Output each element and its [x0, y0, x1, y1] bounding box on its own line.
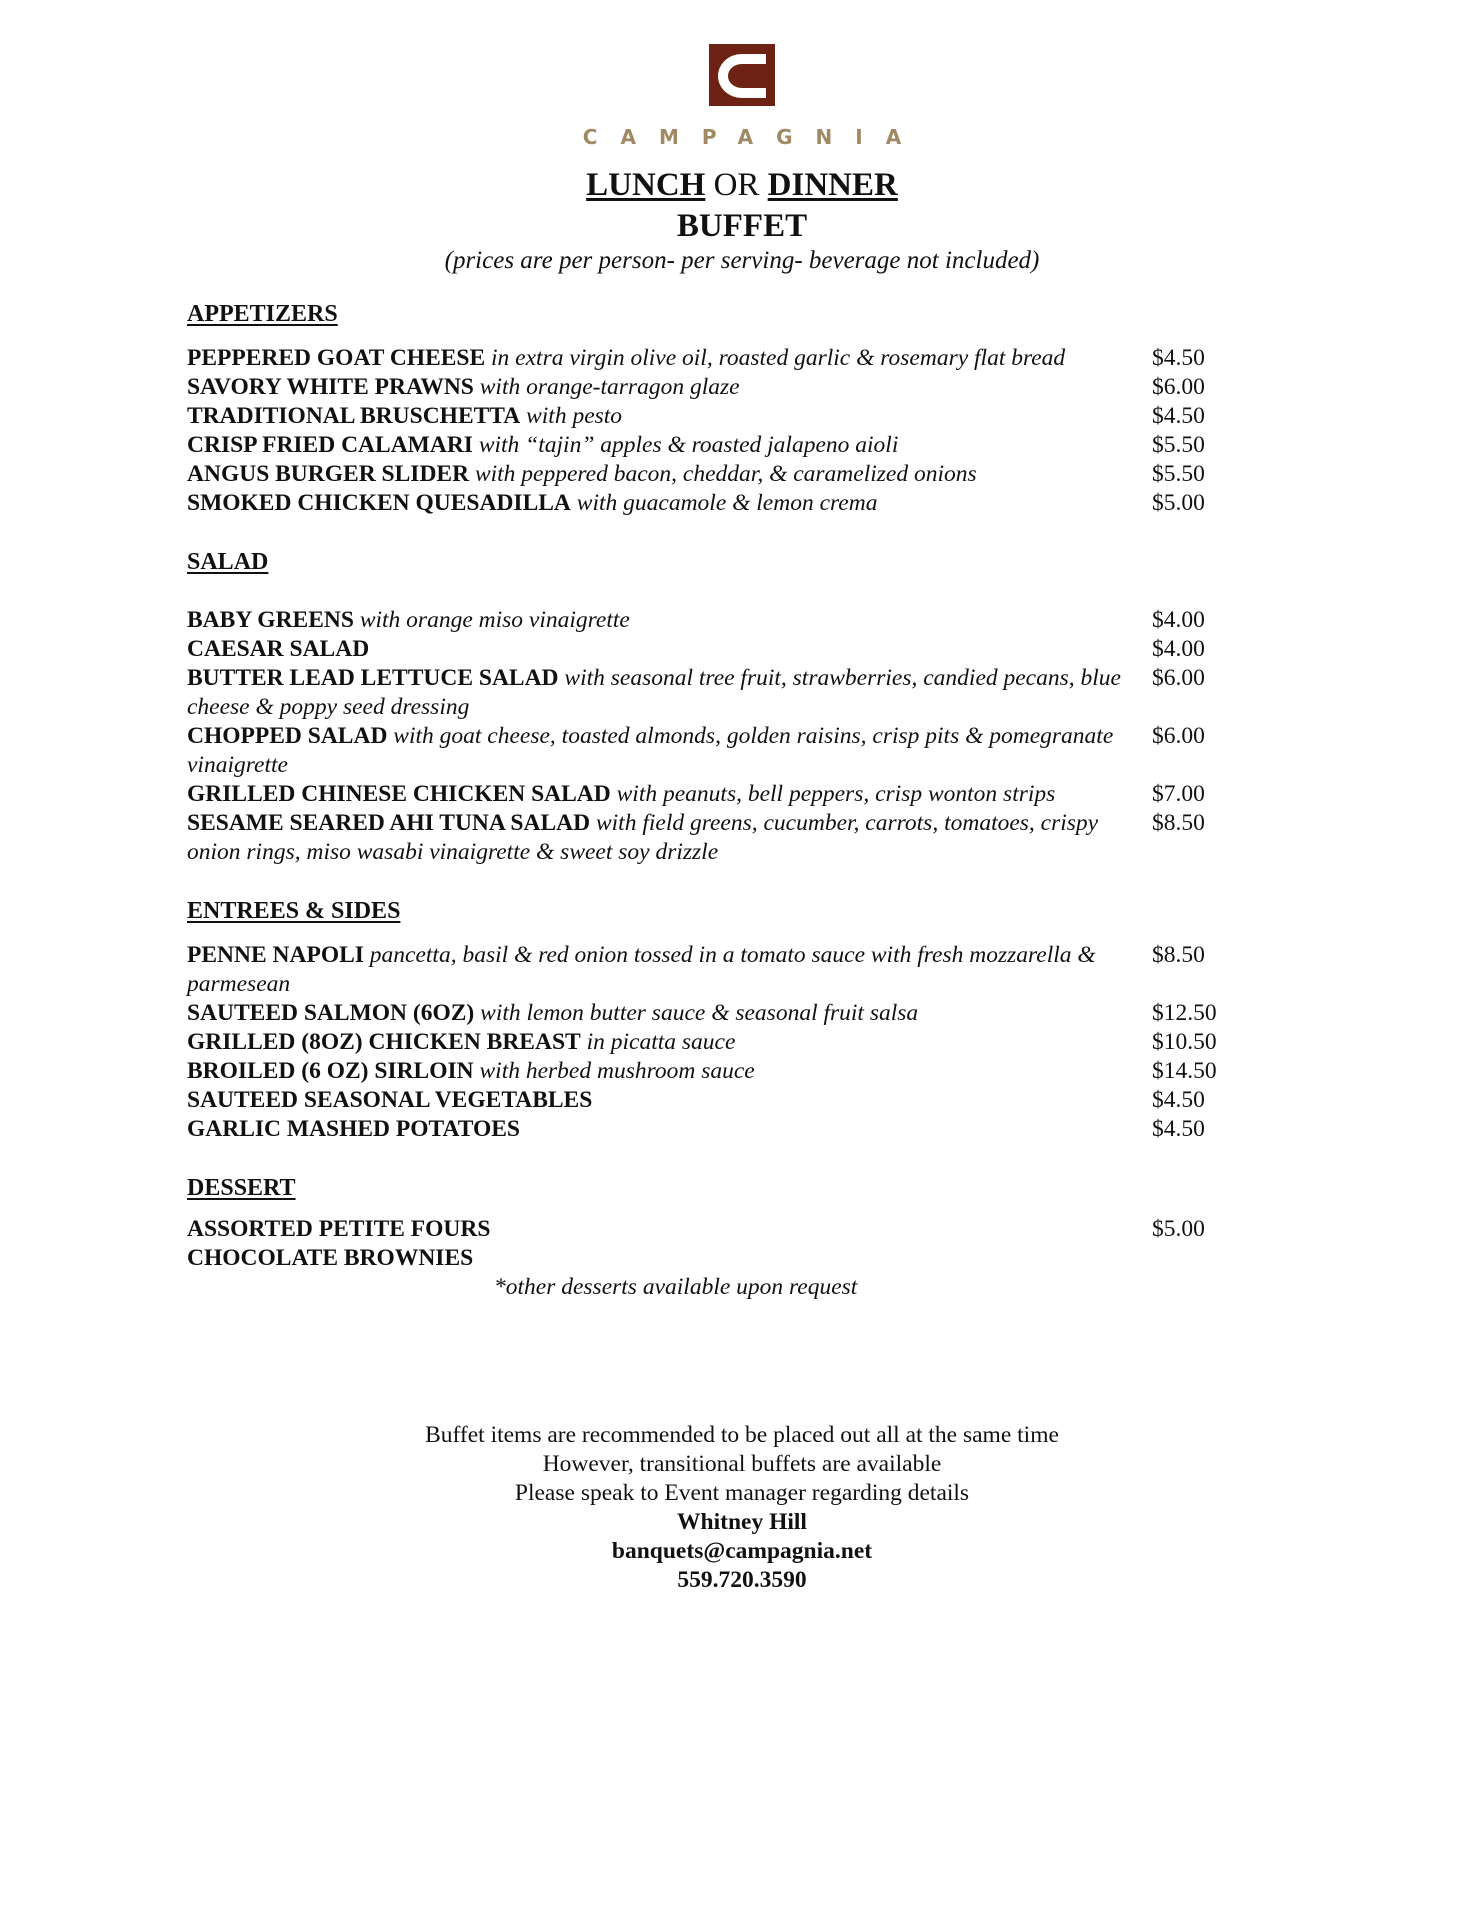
item-price: $4.50: [1152, 403, 1205, 429]
menu-item: [187, 373, 1257, 402]
item-price: $6.00: [1152, 723, 1205, 749]
menu-item: [187, 606, 1257, 635]
item-price: $5.50: [1152, 461, 1205, 487]
contact-name: Whitney Hill: [677, 1509, 807, 1535]
item-price: $4.00: [1152, 607, 1205, 633]
item-description: with pesto: [526, 403, 623, 429]
item-price: $12.50: [1152, 1000, 1217, 1026]
item-description: with guacamole & lemon crema: [576, 490, 878, 516]
item-price: $6.00: [1152, 665, 1205, 691]
footer: [0, 1421, 1484, 1595]
section-title: DESSERT: [187, 1175, 296, 1201]
title-lunch: LUNCH: [586, 167, 706, 203]
section-appetizers: [187, 300, 1257, 518]
item-name: BROILED (6 OZ) SIRLOIN: [187, 1058, 474, 1084]
menu-item: [187, 809, 1257, 867]
item-name: ASSORTED PETITE FOURS: [187, 1216, 491, 1242]
item-name: SMOKED CHICKEN QUESADILLA: [187, 490, 571, 516]
item-price: $5.50: [1152, 432, 1205, 458]
page-subtitle-buffet: BUFFET: [676, 208, 808, 244]
item-name: PENNE NAPOLI: [187, 942, 364, 968]
menu-item: [187, 722, 1257, 780]
item-name: SAUTEED SEASONAL VEGETABLES: [187, 1087, 593, 1113]
contact-phone: 559.720.3590: [677, 1567, 807, 1593]
section-dessert: [187, 1174, 1257, 1302]
item-name: CHOCOLATE BROWNIES: [187, 1245, 474, 1271]
menu-item: [187, 999, 1257, 1028]
section-entrees: [187, 897, 1257, 1144]
item-price: $7.00: [1152, 781, 1205, 807]
item-name: SESAME SEARED AHI TUNA SALAD: [187, 810, 591, 836]
menu-item: [187, 460, 1257, 489]
item-name: CHOPPED SALAD: [187, 723, 388, 749]
section-title: ENTREES & SIDES: [187, 898, 401, 924]
menu-item: [187, 780, 1257, 809]
item-description: pancetta, basil & red onion tossed in a tomato sauce with fresh mozzarella & parmesean: [187, 942, 1096, 997]
title-or: OR: [713, 167, 760, 203]
menu-item: [187, 664, 1257, 722]
item-name: GRILLED CHINESE CHICKEN SALAD: [187, 781, 611, 807]
item-description: with “tajin” apples & roasted jalapeno aioli: [478, 432, 899, 458]
item-description: in extra virgin olive oil, roasted garlic & rosemary flat bread: [491, 345, 1066, 371]
menu-item: [187, 1215, 1257, 1244]
item-price: $4.00: [1152, 636, 1205, 662]
item-price: $4.50: [1152, 1116, 1205, 1142]
item-description: with orange miso vinaigrette: [359, 607, 630, 633]
item-name: TRADITIONAL BRUSCHETTA: [187, 403, 521, 429]
item-price: $4.50: [1152, 345, 1205, 371]
menu-item: [187, 1028, 1257, 1057]
menu-item: [187, 344, 1257, 373]
item-price: $8.50: [1152, 942, 1205, 968]
item-name: SAVORY WHITE PRAWNS: [187, 374, 474, 400]
footer-line-1: Buffet items are recommended to be placed out all at the same time: [425, 1422, 1059, 1448]
section-title: SALAD: [187, 549, 269, 575]
item-price: $5.00: [1152, 1216, 1205, 1242]
footer-line-3: Please speak to Event manager regarding details: [514, 1480, 970, 1506]
item-name: PEPPERED GOAT CHEESE: [187, 345, 486, 371]
menu-item: [187, 1057, 1257, 1086]
menu-body: [187, 300, 1257, 1302]
pricing-note: (prices are per person- per serving- beverage not included): [444, 247, 1040, 274]
item-name: BUTTER LEAD LETTUCE SALAD: [187, 665, 559, 691]
menu-item: [187, 1086, 1257, 1115]
menu-item: [187, 1244, 1257, 1273]
menu-item: [187, 941, 1257, 999]
item-description: with lemon butter sauce & seasonal fruit salsa: [480, 1000, 919, 1026]
section-title: APPETIZERS: [187, 301, 338, 327]
item-description: with peppered bacon, cheddar, & caramelized onions: [474, 461, 977, 487]
item-name: ANGUS BURGER SLIDER: [187, 461, 470, 487]
menu-item: [187, 431, 1257, 460]
item-price: $8.50: [1152, 810, 1205, 836]
item-description: in picatta sauce: [586, 1029, 736, 1055]
dessert-note: *other desserts available upon request: [494, 1274, 858, 1300]
section-salad: [187, 548, 1257, 867]
campagnia-c-logo-icon: [709, 44, 775, 106]
menu-item: [187, 635, 1257, 664]
item-description: with herbed mushroom sauce: [479, 1058, 755, 1084]
footer-line-2: However, transitional buffets are available: [542, 1451, 942, 1477]
item-name: CAESAR SALAD: [187, 636, 370, 662]
item-price: $6.00: [1152, 374, 1205, 400]
item-price: $14.50: [1152, 1058, 1217, 1084]
item-description: with field greens, cucumber, carrots, tomatoes, crispy onion rings, miso wasabi vinaigrette & sweet soy drizzle: [187, 810, 1099, 865]
item-description: with peanuts, bell peppers, crisp wonton strips: [616, 781, 1056, 807]
menu-item: [187, 1115, 1257, 1144]
logo: [0, 44, 1484, 149]
item-name: SAUTEED SALMON (6OZ): [187, 1000, 475, 1026]
menu-item: [187, 489, 1257, 518]
item-price: $4.50: [1152, 1087, 1205, 1113]
item-description: with goat cheese, toasted almonds, golden raisins, crisp pits & pomegranate vinaigrette: [187, 723, 1114, 778]
brand-wordmark: CAMPAGNIA: [582, 125, 925, 149]
contact-email: banquets@campagnia.net: [611, 1538, 873, 1564]
menu-item: [187, 402, 1257, 431]
item-price: $5.00: [1152, 490, 1205, 516]
item-name: CRISP FRIED CALAMARI: [187, 432, 473, 458]
title-dinner: DINNER: [767, 167, 898, 203]
item-price: $10.50: [1152, 1029, 1217, 1055]
item-name: GRILLED (8OZ) CHICKEN BREAST: [187, 1029, 581, 1055]
page-title: [0, 167, 1484, 204]
item-description: with seasonal tree fruit, strawberries, candied pecans, blue cheese & poppy seed dressing: [187, 665, 1121, 720]
item-description: with orange-tarragon glaze: [479, 374, 740, 400]
item-name: GARLIC MASHED POTATOES: [187, 1116, 520, 1142]
item-name: BABY GREENS: [187, 607, 354, 633]
